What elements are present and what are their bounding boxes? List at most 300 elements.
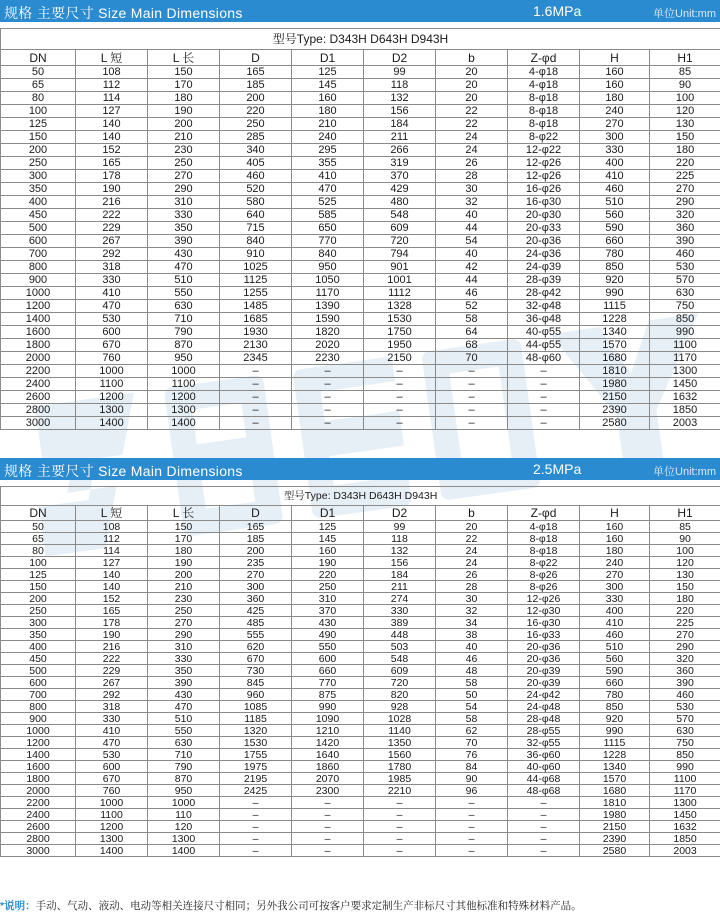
table-cell: 950 (292, 261, 364, 274)
table-cell: 590 (580, 665, 650, 677)
table-cell: 267 (76, 677, 148, 689)
table-cell: 112 (76, 533, 148, 545)
table-cell: 34 (436, 617, 508, 629)
table-cell: 750 (650, 300, 720, 313)
table-cell: 400 (580, 605, 650, 617)
table-cell: 290 (148, 629, 220, 641)
table-cell: 250 (148, 157, 220, 170)
table-row (1, 593, 720, 605)
table-cell: 1400 (1, 313, 76, 326)
table-cell: 820 (364, 689, 436, 701)
table-cell: 2130 (220, 339, 292, 352)
table-cell: 800 (1, 701, 76, 713)
table-row (1, 737, 720, 749)
table-cell: 125 (1, 569, 76, 581)
table-cell: 127 (76, 105, 148, 118)
table-cell: 429 (364, 183, 436, 196)
table-cell: 1570 (580, 773, 650, 785)
table-cell: 20-φ36 (508, 641, 580, 653)
table-cell: 609 (364, 665, 436, 677)
table-cell: 1100 (650, 773, 720, 785)
table-row (1, 761, 720, 773)
table-cell: 550 (148, 725, 220, 737)
column-header-row (1, 506, 720, 521)
table-cell: 24 (436, 557, 508, 569)
table-cell: 1025 (220, 261, 292, 274)
table-cell: 12-φ26 (508, 157, 580, 170)
section-header-bar (0, 0, 720, 22)
table-cell: 290 (650, 641, 720, 653)
table-cell: 530 (650, 701, 720, 713)
table-cell: 510 (148, 274, 220, 287)
table-cell: – (436, 821, 508, 833)
table-cell: 390 (148, 677, 220, 689)
table-cell: 670 (76, 773, 148, 785)
table-cell: 180 (580, 92, 650, 105)
table-cell: 300 (220, 581, 292, 593)
table-cell: 1450 (650, 809, 720, 821)
table-cell: 1320 (220, 725, 292, 737)
table-cell: 12-φ26 (508, 593, 580, 605)
table-cell: 350 (1, 629, 76, 641)
footnote-label: *说明： (0, 900, 36, 912)
table-cell: 870 (148, 339, 220, 352)
table-row (1, 339, 720, 352)
table-cell: 1340 (580, 761, 650, 773)
table-cell: 90 (650, 79, 720, 92)
table-cell: – (292, 833, 364, 845)
table-cell: 70 (436, 352, 508, 365)
table-cell: – (364, 404, 436, 417)
table-cell: 230 (148, 593, 220, 605)
table-cell: – (292, 809, 364, 821)
table-cell: 1328 (364, 300, 436, 313)
table-cell: 520 (220, 183, 292, 196)
table-cell: 920 (580, 274, 650, 287)
table-row (1, 677, 720, 689)
table-cell: 850 (650, 749, 720, 761)
table-cell: 1085 (220, 701, 292, 713)
table-cell: 510 (148, 713, 220, 725)
dimension-section-2 (0, 458, 720, 857)
column-header-row (1, 50, 720, 66)
table-cell: 140 (76, 581, 148, 593)
table-cell: 4-φ18 (508, 521, 580, 533)
table-cell: 1680 (580, 352, 650, 365)
table-cell: – (508, 797, 580, 809)
table-cell: 20 (436, 521, 508, 533)
table-cell: 310 (148, 641, 220, 653)
table-cell: 600 (76, 326, 148, 339)
table-cell: 32 (436, 196, 508, 209)
column-header: H (580, 506, 650, 521)
pressure-rating: 1.6MPa (533, 3, 582, 19)
table-cell: – (508, 365, 580, 378)
table-cell: 266 (364, 144, 436, 157)
table-cell: 28 (436, 170, 508, 183)
table-cell: 320 (650, 653, 720, 665)
table-cell: – (508, 378, 580, 391)
table-cell: 2425 (220, 785, 292, 797)
section-title: 规格 主要尺寸 Size Main Dimensions (4, 463, 243, 479)
table-cell: – (508, 404, 580, 417)
table-row (1, 144, 720, 157)
table-cell: 1640 (292, 749, 364, 761)
table-cell: 190 (292, 557, 364, 569)
table-cell: – (364, 391, 436, 404)
table-cell: – (220, 417, 292, 430)
table-row (1, 365, 720, 378)
table-cell: 200 (148, 569, 220, 581)
table-cell: 350 (148, 665, 220, 677)
table-cell: 3000 (1, 417, 76, 430)
table-cell: 250 (1, 157, 76, 170)
table-cell: 150 (650, 581, 720, 593)
table-cell: 28 (436, 581, 508, 593)
table-cell: 990 (580, 725, 650, 737)
column-header: L 短 (76, 50, 148, 66)
table-row (1, 287, 720, 300)
table-cell: 4-φ18 (508, 79, 580, 92)
table-cell: 58 (436, 313, 508, 326)
table-cell: 140 (76, 118, 148, 131)
table-cell: 410 (76, 287, 148, 300)
table-cell: 184 (364, 118, 436, 131)
table-cell: 460 (220, 170, 292, 183)
table-cell: 8-φ18 (508, 92, 580, 105)
table-cell: 470 (292, 183, 364, 196)
table-cell: 2200 (1, 365, 76, 378)
table-cell: 150 (650, 131, 720, 144)
table-cell: – (292, 845, 364, 857)
table-cell: 570 (650, 713, 720, 725)
table-cell: – (508, 809, 580, 821)
table-cell: 1400 (148, 845, 220, 857)
table-cell: 220 (292, 569, 364, 581)
table-cell: 389 (364, 617, 436, 629)
table-cell: 216 (76, 196, 148, 209)
table-cell: – (364, 821, 436, 833)
table-cell: 1170 (650, 352, 720, 365)
table-cell: 118 (364, 533, 436, 545)
table-cell: 160 (580, 66, 650, 79)
table-cell: 28-φ39 (508, 274, 580, 287)
table-row (1, 749, 720, 761)
table-cell: 310 (148, 196, 220, 209)
table-cell: 185 (220, 79, 292, 92)
table-cell: 845 (220, 677, 292, 689)
table-cell: 460 (650, 248, 720, 261)
table-cell: – (364, 809, 436, 821)
table-cell: 2003 (650, 845, 720, 857)
table-cell: 1300 (650, 797, 720, 809)
section-header-bar (0, 458, 720, 480)
table-cell: 390 (650, 235, 720, 248)
table-cell: 350 (148, 222, 220, 235)
table-cell: – (220, 833, 292, 845)
table-cell: 220 (220, 105, 292, 118)
table-cell: 2600 (1, 391, 76, 404)
table-cell: 120 (650, 557, 720, 569)
table-cell: – (508, 845, 580, 857)
table-row (1, 581, 720, 593)
table-cell: 20-φ36 (508, 653, 580, 665)
table-row (1, 653, 720, 665)
column-header: DN (1, 50, 76, 66)
table-cell: 20-φ39 (508, 665, 580, 677)
table-cell: 1820 (292, 326, 364, 339)
table-cell: 530 (650, 261, 720, 274)
section-title: 规格 主要尺寸 Size Main Dimensions (4, 5, 243, 21)
table-cell: 950 (148, 352, 220, 365)
table-cell: 12-φ30 (508, 605, 580, 617)
table-cell: 1950 (364, 339, 436, 352)
table-cell: 660 (580, 235, 650, 248)
table-cell: 990 (292, 701, 364, 713)
table-cell: 48-φ68 (508, 785, 580, 797)
table-cell: 100 (650, 92, 720, 105)
table-cell: 62 (436, 725, 508, 737)
table-row (1, 617, 720, 629)
table-cell: 152 (76, 593, 148, 605)
table-cell: 318 (76, 701, 148, 713)
table-cell: 660 (292, 665, 364, 677)
table-cell: 580 (220, 196, 292, 209)
table-cell: 1850 (650, 404, 720, 417)
table-row (1, 533, 720, 545)
table-cell: 319 (364, 157, 436, 170)
table-cell: 630 (650, 725, 720, 737)
table-cell: 650 (292, 222, 364, 235)
table-cell: 990 (580, 287, 650, 300)
table-cell: 500 (1, 222, 76, 235)
table-cell: 30 (436, 593, 508, 605)
table-cell: 790 (148, 761, 220, 773)
table-cell: 550 (148, 287, 220, 300)
table-cell: 1350 (364, 737, 436, 749)
table-cell: 54 (436, 701, 508, 713)
table-cell: 510 (580, 641, 650, 653)
table-cell: – (292, 378, 364, 391)
table-cell: 1300 (148, 404, 220, 417)
table-cell: – (364, 417, 436, 430)
table-cell: 390 (650, 677, 720, 689)
table-cell: 330 (148, 653, 220, 665)
table-cell: 1420 (292, 737, 364, 749)
table-cell: 410 (292, 170, 364, 183)
table-cell: 120 (650, 105, 720, 118)
table-cell: 630 (148, 737, 220, 749)
table-cell: 1810 (580, 365, 650, 378)
table-cell: 330 (580, 144, 650, 157)
table-cell: 530 (76, 313, 148, 326)
table-cell: – (220, 378, 292, 391)
table-cell: 870 (148, 773, 220, 785)
table-cell: 250 (220, 118, 292, 131)
table-cell: 1140 (364, 725, 436, 737)
table-cell: 28-φ42 (508, 287, 580, 300)
table-cell: 1600 (1, 761, 76, 773)
dimensions-table (0, 28, 720, 430)
table-cell: 480 (364, 196, 436, 209)
table-cell: 590 (580, 222, 650, 235)
table-cell: 400 (580, 157, 650, 170)
table-cell: 20-φ30 (508, 209, 580, 222)
table-row (1, 641, 720, 653)
table-cell: 100 (1, 557, 76, 569)
footnote-text: 手动、气动、液动、电动等相关连接尺寸相同；另外我公司可按客户要求定制生产非标尺寸其他标准和特殊材料产品。 (35, 900, 582, 912)
table-cell: 470 (76, 737, 148, 749)
table-cell: 211 (364, 131, 436, 144)
table-cell: 20 (436, 66, 508, 79)
table-cell: 50 (1, 521, 76, 533)
table-cell: 12-φ26 (508, 170, 580, 183)
table-cell: 8-φ18 (508, 545, 580, 557)
table-cell: 1090 (292, 713, 364, 725)
table-cell: 850 (580, 701, 650, 713)
table-cell: 250 (1, 605, 76, 617)
table-cell: 165 (76, 605, 148, 617)
table-cell: 160 (580, 79, 650, 92)
table-cell: 118 (364, 79, 436, 92)
table-cell: – (508, 417, 580, 430)
table-cell: 36-φ48 (508, 313, 580, 326)
table-row (1, 605, 720, 617)
table-cell: 145 (292, 79, 364, 92)
table-row (1, 352, 720, 365)
table-cell: 240 (580, 557, 650, 569)
table-cell: 800 (1, 261, 76, 274)
table-cell: 20-φ36 (508, 235, 580, 248)
table-cell: 8-φ18 (508, 105, 580, 118)
table-cell: 2345 (220, 352, 292, 365)
table-cell: 370 (292, 605, 364, 617)
column-header: Z-φd (508, 506, 580, 521)
table-cell: 50 (436, 689, 508, 701)
table-cell: 1780 (364, 761, 436, 773)
table-cell: 630 (148, 300, 220, 313)
table-row (1, 378, 720, 391)
table-cell: 42 (436, 261, 508, 274)
table-cell: 16-φ30 (508, 617, 580, 629)
table-row (1, 557, 720, 569)
table-cell: 125 (292, 66, 364, 79)
table-cell: 210 (292, 118, 364, 131)
table-cell: – (292, 417, 364, 430)
table-cell: 360 (650, 665, 720, 677)
table-cell: 840 (292, 248, 364, 261)
table-cell: 525 (292, 196, 364, 209)
table-cell: 548 (364, 209, 436, 222)
type-label: 型号Type: D343H D643H D943H (1, 487, 720, 506)
table-cell: 20 (436, 92, 508, 105)
table-cell: 235 (220, 557, 292, 569)
table-cell: 270 (220, 569, 292, 581)
table-cell: 190 (148, 557, 220, 569)
table-cell: 425 (220, 605, 292, 617)
table-cell: 850 (580, 261, 650, 274)
table-cell: 160 (292, 545, 364, 557)
table-cell: 370 (364, 170, 436, 183)
table-cell: 670 (76, 339, 148, 352)
table-cell: 320 (650, 209, 720, 222)
table-cell: 28-φ55 (508, 725, 580, 737)
table-cell: 210 (148, 581, 220, 593)
table-cell: 460 (580, 629, 650, 641)
table-cell: 330 (76, 713, 148, 725)
table-cell: 1115 (580, 300, 650, 313)
table-cell: 1750 (364, 326, 436, 339)
table-cell: 2150 (364, 352, 436, 365)
table-cell: 430 (292, 617, 364, 629)
table-cell: 318 (76, 261, 148, 274)
table-cell: 58 (436, 713, 508, 725)
table-cell: 670 (220, 653, 292, 665)
table-cell: 1200 (76, 391, 148, 404)
table-cell: 310 (292, 593, 364, 605)
table-cell: 30 (436, 183, 508, 196)
table-cell: 1530 (364, 313, 436, 326)
table-row (1, 222, 720, 235)
table-cell: – (220, 365, 292, 378)
table-cell: 8-φ26 (508, 569, 580, 581)
table-cell: 2800 (1, 833, 76, 845)
table-cell: 110 (148, 809, 220, 821)
column-header: L 长 (148, 506, 220, 521)
table-cell: – (220, 809, 292, 821)
table-cell: 1028 (364, 713, 436, 725)
table-cell: 180 (148, 92, 220, 105)
table-cell: 700 (1, 248, 76, 261)
table-cell: 210 (148, 131, 220, 144)
table-cell: 1050 (292, 274, 364, 287)
table-cell: – (436, 417, 508, 430)
table-cell: 360 (220, 593, 292, 605)
table-cell: 920 (580, 713, 650, 725)
table-cell: 2390 (580, 404, 650, 417)
table-cell: 165 (220, 521, 292, 533)
table-cell: 46 (436, 287, 508, 300)
table-cell: 410 (580, 170, 650, 183)
table-cell: 20 (436, 79, 508, 92)
table-cell: 270 (580, 118, 650, 131)
table-row (1, 417, 720, 430)
table-cell: 99 (364, 521, 436, 533)
table-cell: 2200 (1, 797, 76, 809)
table-cell: 230 (148, 144, 220, 157)
column-header: D1 (292, 50, 364, 66)
table-cell: 2580 (580, 845, 650, 857)
table-cell: 26 (436, 569, 508, 581)
column-header: H1 (650, 50, 720, 66)
table-cell: 1400 (76, 845, 148, 857)
table-row (1, 785, 720, 797)
table-cell: 1560 (364, 749, 436, 761)
table-cell: 410 (580, 617, 650, 629)
table-cell: 720 (364, 235, 436, 248)
table-cell: 160 (580, 533, 650, 545)
table-cell: 1255 (220, 287, 292, 300)
table-cell: 1685 (220, 313, 292, 326)
table-cell: 1210 (292, 725, 364, 737)
table-cell: 1632 (650, 391, 720, 404)
table-cell: 180 (148, 545, 220, 557)
table-cell: 290 (148, 183, 220, 196)
table-cell: 48 (436, 665, 508, 677)
table-cell: 130 (650, 569, 720, 581)
table-cell: 770 (292, 235, 364, 248)
table-row (1, 773, 720, 785)
